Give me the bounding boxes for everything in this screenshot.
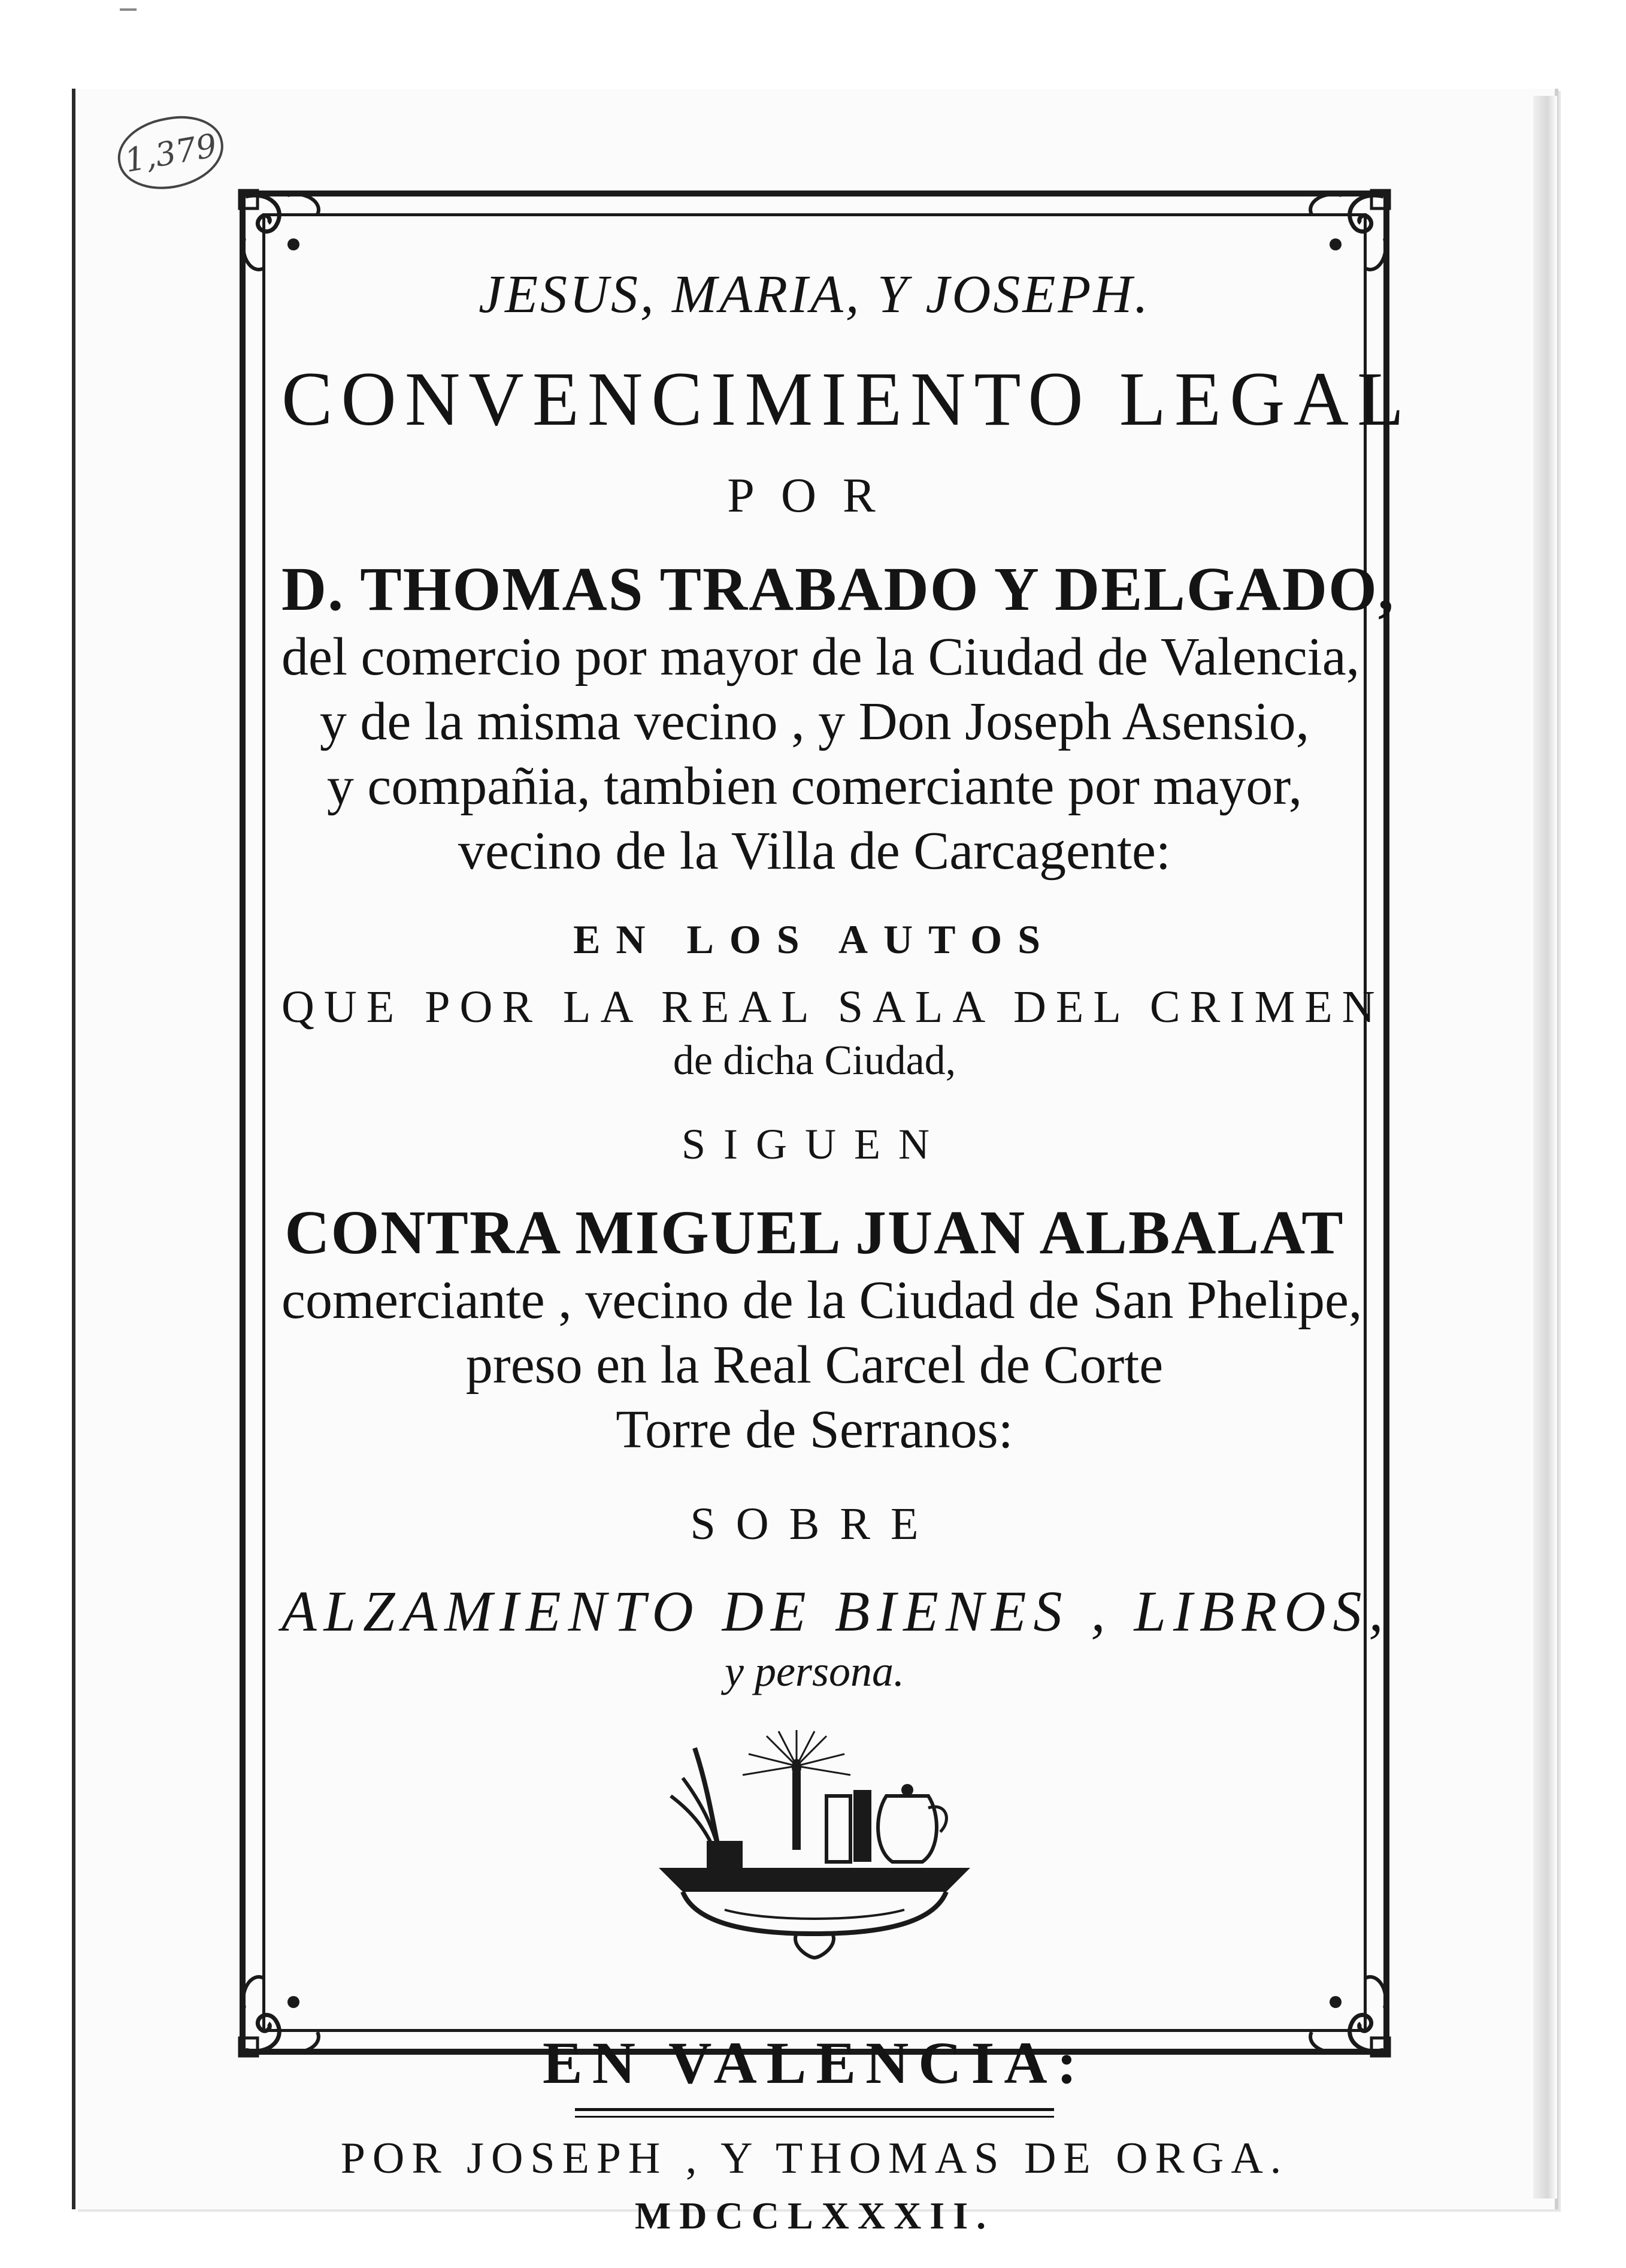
defendant-line: Torre de Serranos: [616, 1400, 1013, 1459]
invocation: JESUS, MARIA, Y JOSEPH. [479, 265, 1150, 324]
author-line: y compañia, tambien comerciante por mayor, [326, 757, 1303, 816]
author-line: y de la misma vecino , y Don Joseph Asensio, [319, 692, 1310, 751]
court-city: de dicha Ciudad, [673, 1038, 956, 1084]
defendant-line: preso en la Real Carcel de Corte [465, 1335, 1164, 1395]
sheet-edge [1533, 96, 1557, 2199]
author-line: del comercio por mayor de la Ciudad de Valencia, [281, 627, 1360, 687]
author-line: vecino de la Villa de Carcagente: [458, 821, 1171, 881]
catalog-number-stamp: 1,379 [112, 108, 229, 196]
author-name: D. THOMAS TRABADO Y DELGADO, [281, 555, 1395, 624]
siguen-label: SIGUEN [682, 1120, 947, 1168]
subject-line-2: y persona. [725, 1647, 904, 1695]
imprint-year: MDCCLXXXII. [634, 2194, 995, 2237]
printers-vignette-icon [647, 1730, 982, 1964]
main-title: CONVENCIMIENTO LEGAL [281, 356, 1413, 441]
title-page-text [281, 240, 1413, 2238]
court-line: QUE POR LA REAL SALA DEL CRIMEN [281, 982, 1385, 1032]
margin-mark [120, 8, 137, 11]
por-label: POR [727, 468, 902, 522]
subject-line: ALZAMIENTO DE BIENES , LIBROS, [281, 1579, 1391, 1643]
printer-line: POR JOSEPH , Y THOMAS DE ORGA. [340, 2134, 1289, 2183]
defendant-line: comerciante , vecino de la Ciudad de San Phelipe, [281, 1271, 1362, 1330]
imprint-rule [575, 2108, 1054, 2118]
en-los-autos: EN LOS AUTOS [573, 917, 1056, 962]
sobre-label: SOBRE [690, 1499, 939, 1549]
defendant-name: CONTRA MIGUEL JUAN ALBALAT [284, 1198, 1345, 1267]
imprint-city: EN VALENCIA: [543, 2030, 1086, 2096]
